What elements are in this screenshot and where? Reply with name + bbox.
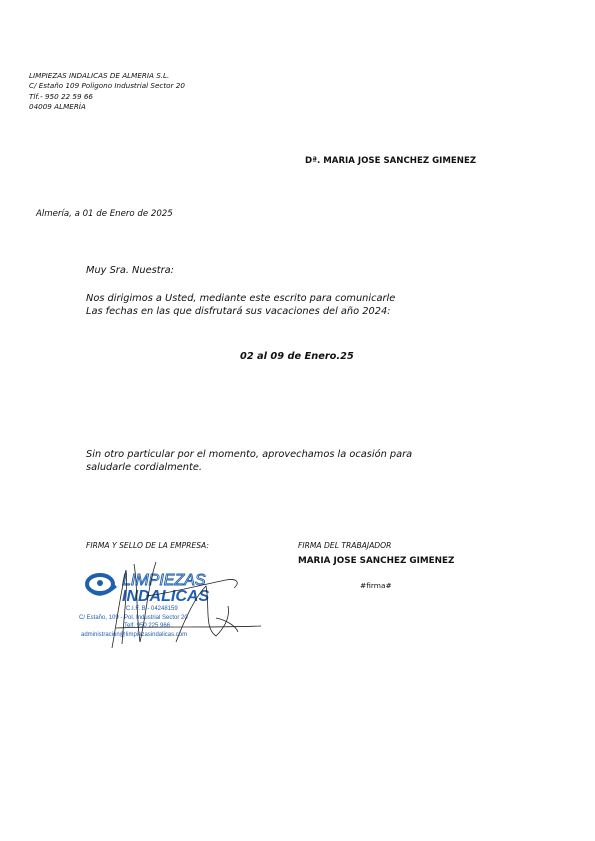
letter-closing-line: Sin otro particular por el momento, aprovechamos la ocasión para [86, 449, 413, 460]
vacation-period: 02 al 09 de Enero.25 [240, 351, 354, 362]
stamp-cif: C.I.F. B - 04248159 [126, 606, 178, 612]
sender-company: LIMPIEZAS INDALICAS DE ALMERIA S.L. [29, 71, 170, 80]
sender-city: 04009 ALMERÍA [29, 102, 86, 112]
letter-body-line: Las fechas en las que disfrutará sus vacaciones del año 2024: [86, 305, 391, 317]
stamp-phone: Telf. 950 225 966 [124, 623, 171, 629]
date-line: Almería, a 01 de Enero de 2025 [36, 209, 173, 219]
sender-phone: Tlf.- 950 22 59 66 [29, 91, 93, 101]
letter-closing-line: saludarle cordialmente. [86, 461, 202, 473]
letter-body-line: Nos dirigimos a Usted, mediante este escrito para comunicarle [86, 293, 396, 304]
sender-block [29, 71, 185, 113]
letter-closing [86, 449, 412, 474]
company-logo-icon [87, 575, 116, 594]
company-signature-label: FIRMA Y SELLO DE LA EMPRESA: [86, 541, 209, 550]
sender-address: C/ Estaño 109 Poligono Industrial Sector 20 [29, 81, 185, 91]
stamp-line1: LIMPIEZAS [122, 572, 206, 589]
letter-body [86, 293, 395, 318]
company-stamp [76, 556, 266, 648]
letter-greeting: Muy Sra. Nuestra: [86, 265, 174, 276]
worker-name: MARIA JOSE SANCHEZ GIMENEZ [298, 556, 455, 566]
stamp-line2: INDALICAS [122, 588, 210, 605]
stamp-address: C/ Estaño, 109 - Pol. Industrial Sector 20 [79, 615, 188, 621]
company-stamp-graphic [76, 556, 266, 648]
worker-signature-label: FIRMA DEL TRABAJADOR [298, 541, 392, 550]
worker-signature-placeholder: #firma# [360, 581, 392, 590]
stamp-email: administracion@limpiezasindalicas.com [81, 632, 188, 638]
recipient-name: Dª. MARIA JOSE SANCHEZ GIMENEZ [305, 156, 477, 166]
